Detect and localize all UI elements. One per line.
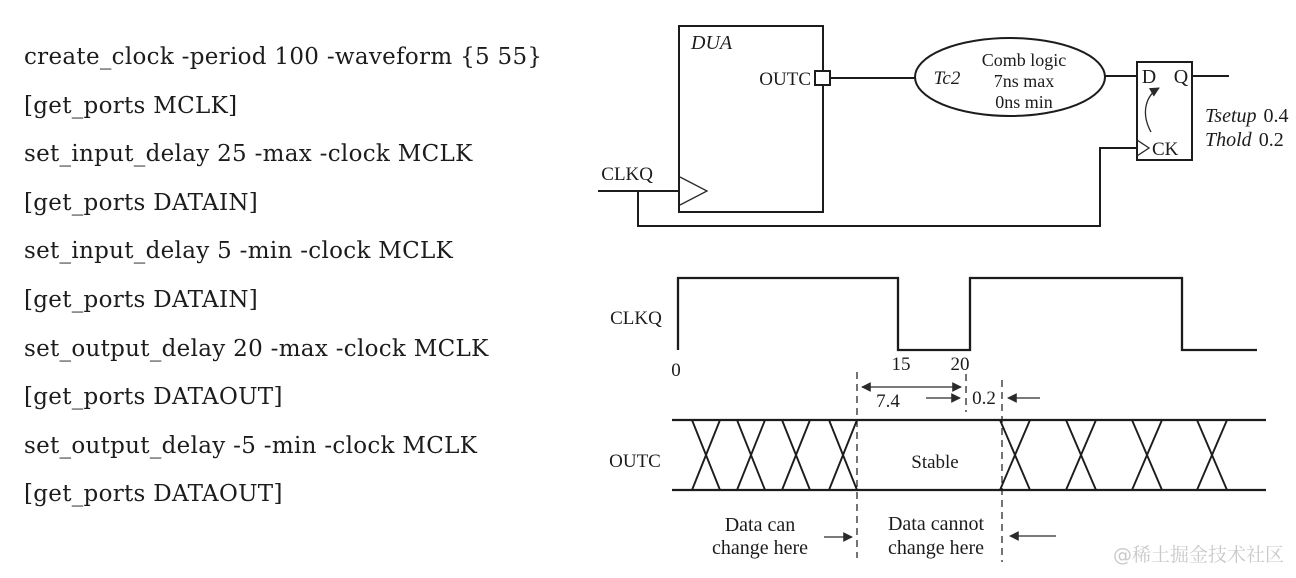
right-note-line2: change here — [887, 537, 985, 559]
sdc-line: [get_ports DATAOUT] — [24, 384, 283, 411]
outc-wave-label: OUTC — [609, 451, 661, 472]
outc-right-hatch — [1000, 420, 1227, 490]
ff-ck-pin-label: CK — [1152, 139, 1179, 160]
dua-label: DUA — [691, 32, 733, 54]
clkq-waveform — [610, 278, 1257, 381]
sdc-line: set_input_delay 5 -min -clock MCLK — [24, 238, 454, 265]
sdc-line: [get_ports DATAIN] — [24, 286, 259, 313]
thold-value: 0.2 — [1258, 129, 1284, 151]
outc-port-label: OUTC — [759, 69, 811, 90]
hold-span-value: 0.2 — [972, 388, 996, 409]
comb-logic-line1: Comb logic — [981, 50, 1067, 70]
outc-waveform — [609, 420, 1266, 490]
sdc-line: set_output_delay -5 -min -clock MCLK — [24, 432, 478, 459]
sdc-line: [get_ports DATAOUT] — [24, 481, 283, 508]
tsetup-label: Tsetup — [1205, 105, 1257, 127]
tick-label-0: 0 — [671, 360, 681, 381]
comb-logic-line2: 7ns max — [993, 71, 1055, 91]
sdc-line: set_output_delay 20 -max -clock MCLK — [24, 335, 489, 362]
stable-label: Stable — [911, 452, 959, 473]
tsetup-value: 0.4 — [1263, 105, 1289, 127]
outc-left-hatch — [692, 420, 857, 490]
sdc-line: set_input_delay 25 -max -clock MCLK — [24, 141, 473, 168]
watermark-text: @稀土掘金技术社区 — [1112, 544, 1284, 566]
outc-port-square — [815, 71, 830, 85]
tsetup-annotation — [1205, 105, 1289, 127]
comb-logic-line3: 0ns min — [995, 92, 1053, 112]
thold-label: Thold — [1205, 129, 1252, 151]
ff-q-pin-label: Q — [1173, 66, 1189, 88]
tick-label-15: 15 — [891, 354, 911, 375]
setup-span-value: 7.4 — [876, 391, 900, 412]
left-note-line1: Data can — [724, 514, 796, 536]
thold-annotation — [1205, 129, 1284, 151]
clkq-input-label: CLKQ — [601, 164, 653, 185]
circuit-schematic — [598, 26, 1289, 226]
ff-d-pin-label: D — [1141, 66, 1157, 88]
clkq-wave-label: CLKQ — [610, 308, 662, 329]
tc2-label: Tc2 — [933, 68, 961, 89]
left-note-line2: change here — [711, 537, 809, 559]
bottom-notes — [712, 513, 1056, 559]
sdc-line: [get_ports DATAIN] — [24, 189, 259, 216]
clkq-wave-trace — [678, 278, 1257, 350]
right-note-line1: Data cannot — [887, 513, 985, 535]
tick-label-20: 20 — [950, 354, 970, 375]
sdc-line: create_clock -period 100 -waveform {5 55} — [24, 44, 543, 70]
sdc-line: [get_ports MCLK] — [24, 92, 238, 119]
